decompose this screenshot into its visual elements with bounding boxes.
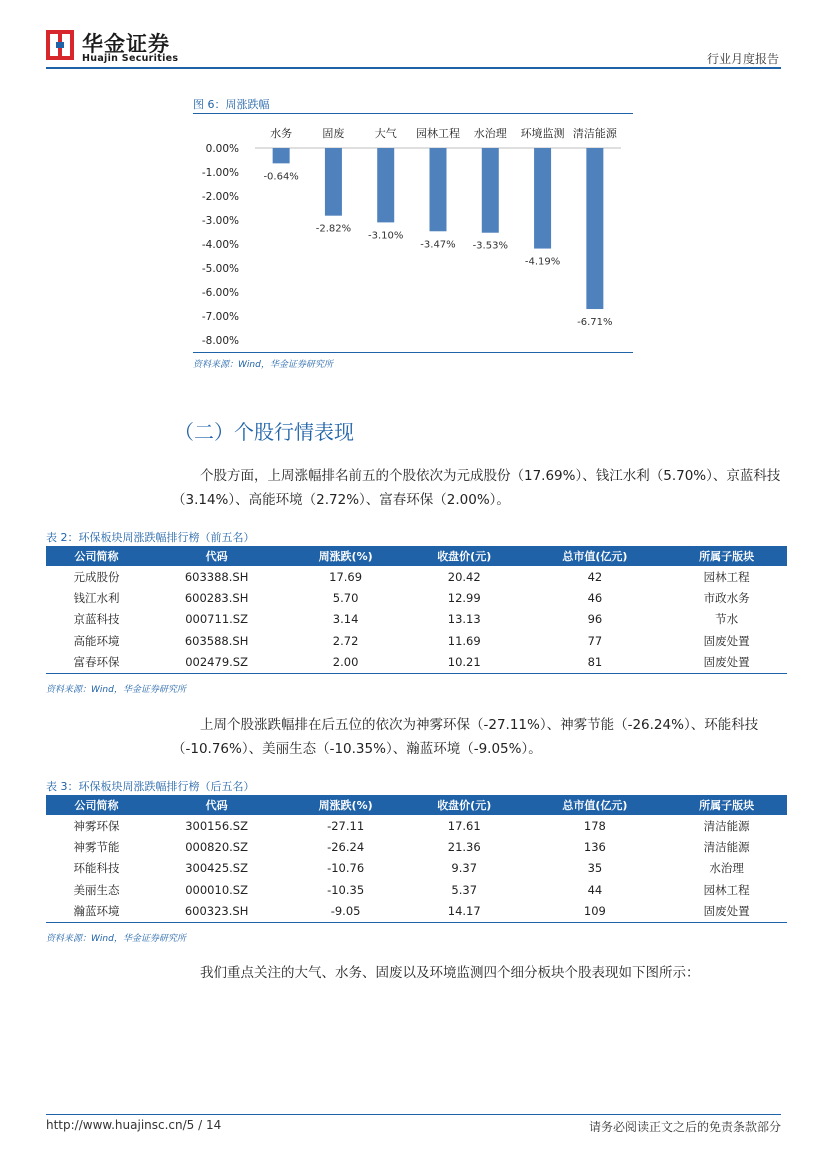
y-tick-label: -7.00% (201, 311, 239, 323)
table-cell: 178 (583, 818, 606, 833)
table-cell: 300425.SZ (185, 861, 248, 876)
table-cell: 瀚蓝环境 (46, 901, 147, 923)
column-header: 所属子版块 (666, 546, 787, 566)
y-tick-label: -2.00% (201, 191, 239, 203)
category-label: 固废 (322, 127, 345, 140)
category-label: 环境监测 (520, 127, 565, 140)
table3-source: 资料来源：Wind，华金证券研究所 (46, 934, 186, 944)
column-header: 代码 (147, 546, 286, 566)
header-divider (46, 67, 781, 69)
bar (430, 148, 447, 231)
table-row (46, 879, 787, 900)
footer-divider (46, 1114, 781, 1115)
table-cell: 11.69 (447, 633, 481, 648)
table-cell: 美丽生态 (73, 882, 120, 897)
y-tick-label: -6.00% (201, 287, 239, 299)
top-five-table (46, 546, 787, 674)
y-tick-label: 0.00% (205, 143, 239, 155)
table-header-row (46, 546, 787, 566)
column-header: 总市值(亿元) (524, 795, 667, 815)
bar (273, 148, 290, 163)
table-cell: 603388.SH (184, 569, 249, 584)
table-header-row (46, 795, 787, 815)
table-row (46, 836, 787, 857)
table-cell: 钱江水利 (73, 591, 120, 606)
table-row (46, 587, 787, 608)
table-cell: -26.24 (327, 840, 365, 855)
table-cell: 35 (587, 861, 603, 876)
table-cell: 清洁能源 (703, 840, 750, 855)
bottom-five-table (46, 795, 787, 923)
table-cell: 600283.SH (184, 591, 249, 606)
y-tick-label: -3.00% (201, 215, 239, 227)
table-cell: 10.21 (405, 652, 524, 674)
table2-title: 表 2：环保板块周涨跌幅排行榜（前五名） (46, 531, 255, 544)
paragraph-top-gainers (172, 464, 784, 512)
bar (586, 148, 603, 309)
table-cell: 5.37 (451, 882, 478, 897)
table-row (46, 815, 787, 836)
figure-title: 图 6：周涨跌幅 (193, 98, 270, 111)
table-cell: 固废处置 (703, 633, 750, 648)
logo-chinese-name: 华金证券 (82, 32, 170, 56)
data-label: -6.71% (577, 317, 613, 329)
report-type: 行业月度报告 (706, 52, 779, 66)
table-cell: 高能环境 (73, 633, 120, 648)
weekly-change-bar-chart (193, 114, 633, 350)
table-cell: 96 (587, 612, 603, 627)
table-cell: 京蓝科技 (73, 612, 120, 627)
table-cell: 000010.SZ (185, 882, 248, 897)
table-cell: 2.72 (332, 633, 359, 648)
table-row (46, 609, 787, 630)
table-cell: -10.76 (327, 861, 365, 876)
logo-english-name: Huajin Securities (82, 53, 179, 64)
y-tick-label: -4.00% (201, 239, 239, 251)
footer-disclaimer: 请务必阅读正文之后的免责条款部分 (588, 1120, 781, 1134)
data-label: -2.82% (315, 223, 352, 235)
table-cell: 3.14 (332, 612, 359, 627)
table-cell: 000711.SZ (185, 612, 248, 627)
table-cell: 17.61 (447, 818, 481, 833)
column-header: 代码 (147, 795, 286, 815)
table-cell: -9.05 (286, 901, 405, 923)
y-tick-label: -8.00% (201, 335, 239, 347)
table-row (46, 858, 787, 879)
paragraph-focus-sectors (172, 961, 784, 985)
table-cell: 园林工程 (703, 882, 750, 897)
table-cell: 44 (587, 882, 603, 897)
category-label: 清洁能源 (572, 127, 617, 140)
data-label: -4.19% (524, 256, 561, 268)
section-title: （二）个股行情表现 (174, 420, 354, 444)
table-cell: 002479.SZ (147, 652, 286, 674)
table-cell: 17.69 (329, 569, 363, 584)
table-cell: -27.11 (327, 818, 365, 833)
table-cell: 603588.SH (184, 633, 249, 648)
table-cell: 109 (524, 901, 667, 923)
column-header: 收盘价(元) (405, 546, 524, 566)
table-cell: 13.13 (447, 612, 481, 627)
category-label: 水治理 (473, 127, 507, 140)
category-label: 园林工程 (416, 127, 460, 140)
table-cell: 77 (587, 633, 603, 648)
data-label: -3.10% (368, 230, 404, 242)
table-row (46, 901, 787, 923)
table-cell: 81 (524, 652, 667, 674)
data-label: -3.53% (472, 240, 508, 252)
table-cell: 水治理 (709, 861, 744, 876)
category-label: 大气 (374, 127, 397, 140)
table-cell: 神雾节能 (73, 840, 120, 855)
table-cell: -10.35 (327, 882, 365, 897)
bar (482, 148, 499, 233)
data-label: -3.47% (420, 239, 456, 251)
column-header: 周涨跌(%) (286, 546, 405, 566)
table-cell: 清洁能源 (703, 818, 750, 833)
table-cell: 环能科技 (73, 861, 120, 876)
table-row (46, 630, 787, 651)
table-cell: 46 (587, 591, 603, 606)
table-cell: 节水 (715, 612, 739, 627)
table-row (46, 652, 787, 674)
paragraph-focus-sectors-text: 我们重点关注的大气、水务、固废以及环境监测四个细分板块个股表现如下图所示： (200, 965, 700, 981)
footer-url-page: http://www.huajinsc.cn/5 / 14 (46, 1118, 222, 1132)
column-header: 周涨跌(%) (286, 795, 405, 815)
column-header: 收盘价(元) (405, 795, 524, 815)
table-cell: 42 (587, 569, 603, 584)
table-cell: 园林工程 (703, 569, 750, 584)
table-cell: 12.99 (447, 591, 481, 606)
column-header: 公司简称 (46, 546, 147, 566)
table-cell: 市政水务 (703, 591, 750, 606)
table-cell: 5.70 (332, 591, 359, 606)
bar (534, 148, 551, 249)
category-label: 水务 (270, 127, 293, 140)
data-label: -0.64% (263, 171, 299, 183)
table-cell: 富春环保 (46, 652, 147, 674)
paragraph-bottom-losers (172, 713, 784, 761)
bar (377, 148, 394, 222)
table-cell: 300156.SZ (185, 818, 248, 833)
table-cell: 固废处置 (666, 901, 787, 923)
table-cell: 20.42 (447, 569, 481, 584)
table-cell: 2.00 (286, 652, 405, 674)
table-cell: 000820.SZ (185, 840, 248, 855)
paragraph-top-gainers-text: 个股方面，上周涨幅排名前五的个股依次为元成股份（17.69%）、钱江水利（5.70%）、京蓝科技（3.14%）、高能环境（2.72%）、富春环保（2.00%）。 (172, 468, 781, 508)
y-tick-label: -5.00% (201, 263, 239, 275)
table3-title: 表 3：环保板块周涨跌幅排行榜（后五名） (46, 780, 255, 793)
table-cell: 固废处置 (666, 652, 787, 674)
table-cell: 神雾环保 (73, 818, 120, 833)
table-cell: 600323.SH (147, 901, 286, 923)
table-cell: 14.17 (405, 901, 524, 923)
bar (325, 148, 342, 216)
table-cell: 21.36 (447, 840, 481, 855)
figure-bottom-rule (193, 352, 633, 353)
column-header: 总市值(亿元) (524, 546, 667, 566)
table-cell: 元成股份 (73, 569, 120, 584)
huajin-logo-icon (46, 30, 74, 60)
table-row (46, 566, 787, 587)
table-cell: 9.37 (451, 861, 478, 876)
table2-source: 资料来源：Wind，华金证券研究所 (46, 685, 186, 695)
column-header: 公司简称 (46, 795, 147, 815)
table-cell: 136 (583, 840, 606, 855)
figure-source: 资料来源：Wind，华金证券研究所 (193, 360, 333, 370)
y-tick-label: -1.00% (201, 167, 239, 179)
column-header: 所属子版块 (666, 795, 787, 815)
paragraph-bottom-losers-text: 上周个股涨跌幅排在后五位的依次为神雾环保（-27.11%）、神雾节能（-26.24%）、环能科技（-10.76%）、美丽生态（-10.35%）、瀚蓝环境（-9.05%）。 (172, 717, 759, 757)
